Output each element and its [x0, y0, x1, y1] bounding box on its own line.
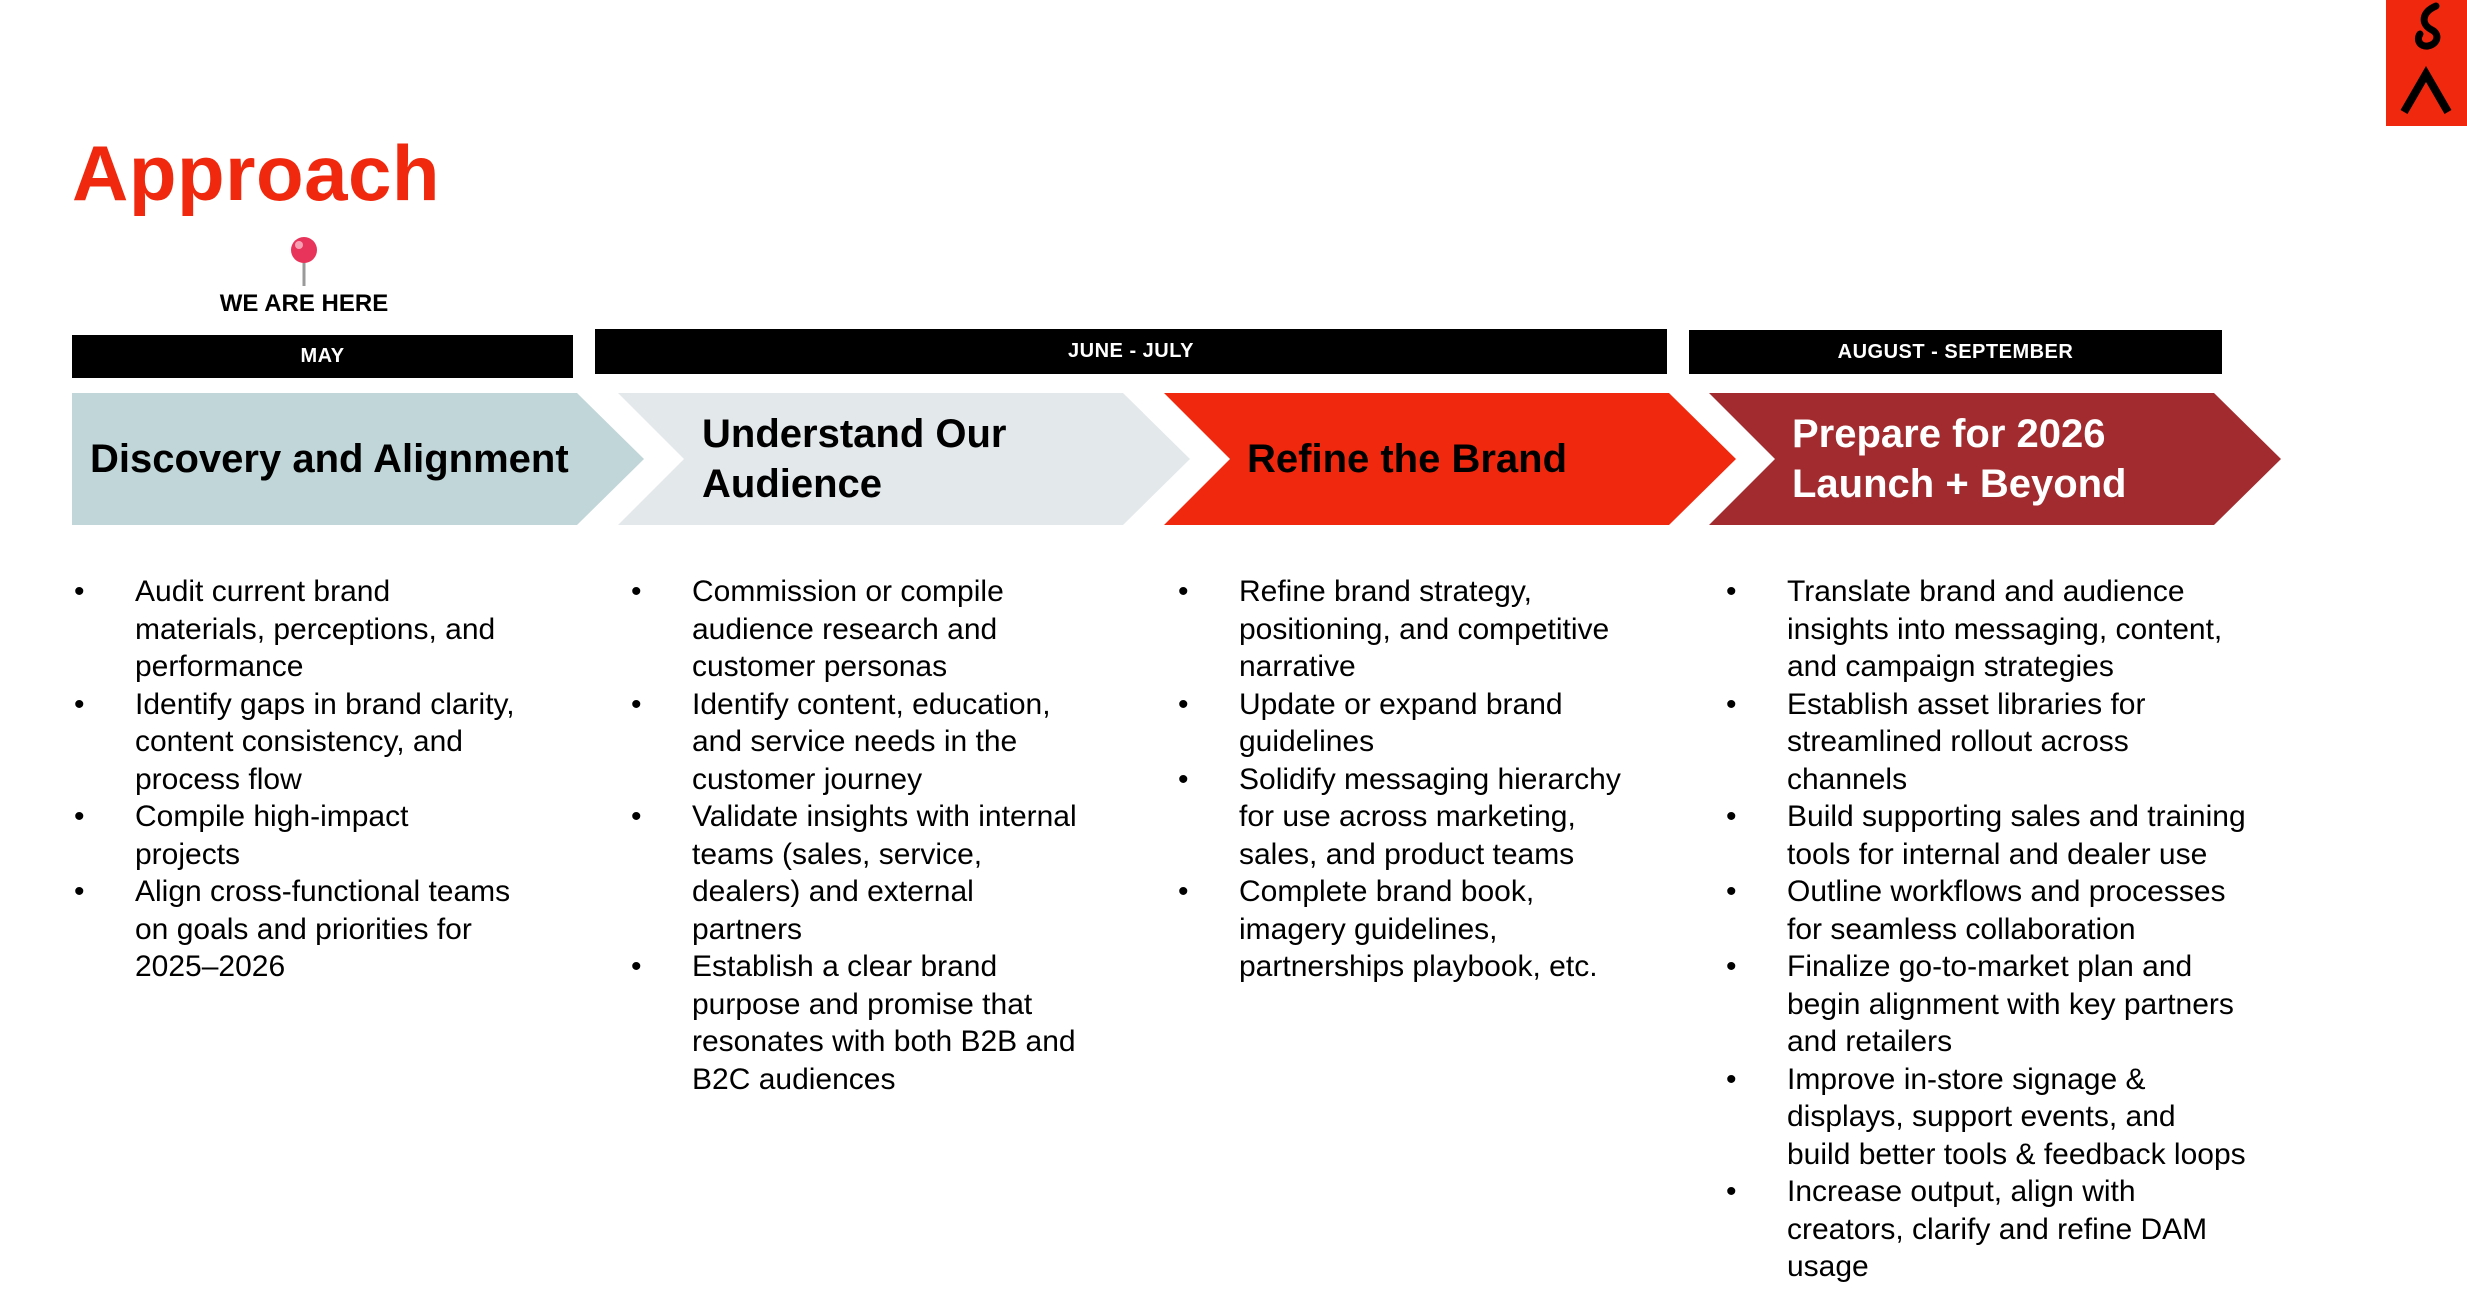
bullet-line: process flow: [135, 762, 302, 796]
bullet-item: [1726, 873, 2286, 948]
phase-title-line: Understand Our: [702, 412, 1007, 456]
bullet-line: • Complete brand book,: [1239, 875, 1535, 908]
bullet-item: [74, 798, 594, 873]
bullet-line: audience research and: [692, 612, 998, 646]
bullet-line: and campaign strategies: [1787, 650, 2114, 683]
bullet-line: materials, perceptions, and: [135, 612, 496, 646]
bullet-item: [1178, 686, 1698, 761]
bullet-line: streamlined rollout across: [1787, 725, 2129, 758]
bullet-item: [1178, 573, 1698, 686]
phase-bullets-refine: [1178, 573, 1698, 986]
timeline-bar-may: MAY: [72, 335, 573, 378]
bullet-line: resonates with both B2B and: [692, 1025, 1076, 1058]
bullet-line: performance: [135, 650, 304, 683]
phase-title-line: Prepare for 2026: [1792, 412, 2106, 456]
pushpin-icon: [288, 236, 322, 288]
phase-bullets-prepare: [1726, 573, 2286, 1286]
bullet-line: • Build supporting sales and training: [1787, 800, 2246, 833]
page-title: Approach: [72, 129, 441, 217]
bullet-line: • Refine brand strategy,: [1239, 575, 1532, 608]
bullet-line: on goals and priorities for: [135, 912, 472, 946]
phase-arrow-discovery: [72, 393, 644, 525]
bullet-line: • Identify content, education,: [692, 687, 1051, 721]
phase-arrow-prepare: [1709, 393, 2281, 525]
phase-title-line: Discovery and Alignment: [90, 437, 569, 481]
bullet-line: • Audit current brand: [135, 575, 391, 608]
bullet-line: • Establish asset libraries for: [1787, 687, 2146, 721]
timeline-bar-august-september: AUGUST - SEPTEMBER: [1689, 330, 2222, 374]
phase-title: [702, 393, 1006, 525]
bullet-item: [631, 798, 1151, 948]
brand-logo-icon: [2386, 0, 2467, 126]
bullet-item: [1726, 1173, 2286, 1286]
bullet-item: [74, 686, 594, 799]
bullet-line: creators, clarify and refine DAM: [1787, 1212, 2208, 1246]
bullet-line: • Increase output, align with: [1787, 1175, 2136, 1208]
phase-title-line: Refine the Brand: [1247, 437, 1568, 481]
bullet-item: [631, 573, 1151, 686]
phase-title: [1247, 393, 1567, 525]
bullet-item: [631, 686, 1151, 799]
bullet-line: usage: [1787, 1250, 1869, 1283]
bullet-line: for use across marketing,: [1239, 800, 1576, 833]
bullet-item: [1726, 1061, 2286, 1174]
bullet-line: teams (sales, service,: [692, 837, 983, 871]
bullet-line: positioning, and competitive: [1239, 612, 1610, 646]
bullet-item: [1178, 761, 1698, 874]
we-are-here-label: WE ARE HERE: [219, 290, 389, 317]
bullet-line: purpose and promise that: [692, 987, 1033, 1021]
timeline-bar-june-july: JUNE - JULY: [595, 329, 1667, 374]
bullet-line: • Identify gaps in brand clarity,: [135, 687, 515, 721]
phase-bullets-audience: [631, 573, 1151, 1098]
phase-arrow-refine: [1164, 393, 1736, 525]
bullet-line: • Validate insights with internal: [692, 800, 1077, 833]
bullet-line: • Solidify messaging hierarchy: [1239, 762, 1621, 796]
bullet-line: guidelines: [1239, 725, 1375, 758]
bullet-line: imagery guidelines,: [1239, 912, 1498, 946]
bullet-item: [1178, 873, 1698, 986]
phase-title-line: Audience: [702, 462, 883, 506]
bullet-item: [1726, 798, 2286, 873]
phase-title: [90, 393, 569, 525]
bullet-item: [1726, 686, 2286, 799]
bullet-line: content consistency, and: [135, 725, 463, 758]
bullet-item: [1726, 573, 2286, 686]
bullet-item: [74, 573, 594, 686]
bullet-line: • Commission or compile: [692, 575, 1004, 608]
bullet-line: • Improve in-store signage &: [1787, 1062, 2146, 1096]
bullet-line: customer journey: [692, 762, 923, 796]
bullet-line: partnerships playbook, etc.: [1239, 950, 1598, 983]
bullet-line: dealers) and external: [692, 875, 974, 908]
phase-arrow-audience: [618, 393, 1190, 525]
bullet-line: partners: [692, 912, 803, 946]
bullet-line: 2025–2026: [135, 950, 286, 983]
bullet-line: build better tools & feedback loops: [1787, 1137, 2246, 1171]
bullet-line: B2C audiences: [692, 1062, 896, 1096]
bullet-line: • Translate brand and audience: [1787, 575, 2185, 608]
bullet-line: insights into messaging, content,: [1787, 612, 2223, 646]
brand-logo: [2386, 0, 2467, 126]
bullet-line: • Update or expand brand: [1239, 687, 1563, 721]
bullet-item: [1726, 948, 2286, 1061]
bullet-line: channels: [1787, 762, 1908, 796]
phase-bullets-discovery: [74, 573, 594, 986]
bullet-line: • Outline workflows and processes: [1787, 875, 2226, 908]
bullet-line: • Compile high-impact: [135, 800, 409, 833]
bullet-line: • Establish a clear brand: [692, 950, 998, 983]
bullet-line: for seamless collaboration: [1787, 912, 2136, 946]
bullet-line: and service needs in the: [692, 725, 1018, 758]
phase-title-line: Launch + Beyond: [1792, 462, 2127, 506]
bullet-line: sales, and product teams: [1239, 837, 1575, 871]
bullet-line: begin alignment with key partners: [1787, 987, 2234, 1021]
bullet-line: customer personas: [692, 650, 948, 683]
bullet-item: [74, 873, 594, 986]
phase-title: [1792, 393, 2127, 525]
bullet-line: • Finalize go-to-market plan and: [1787, 950, 2193, 983]
bullet-line: and retailers: [1787, 1025, 1953, 1058]
bullet-item: [631, 948, 1151, 1098]
bullet-line: narrative: [1239, 650, 1356, 683]
bullet-line: tools for internal and dealer use: [1787, 837, 2208, 871]
bullet-line: displays, support events, and: [1787, 1100, 2176, 1133]
bullet-line: projects: [135, 837, 241, 871]
bullet-line: • Align cross-functional teams: [135, 875, 511, 908]
